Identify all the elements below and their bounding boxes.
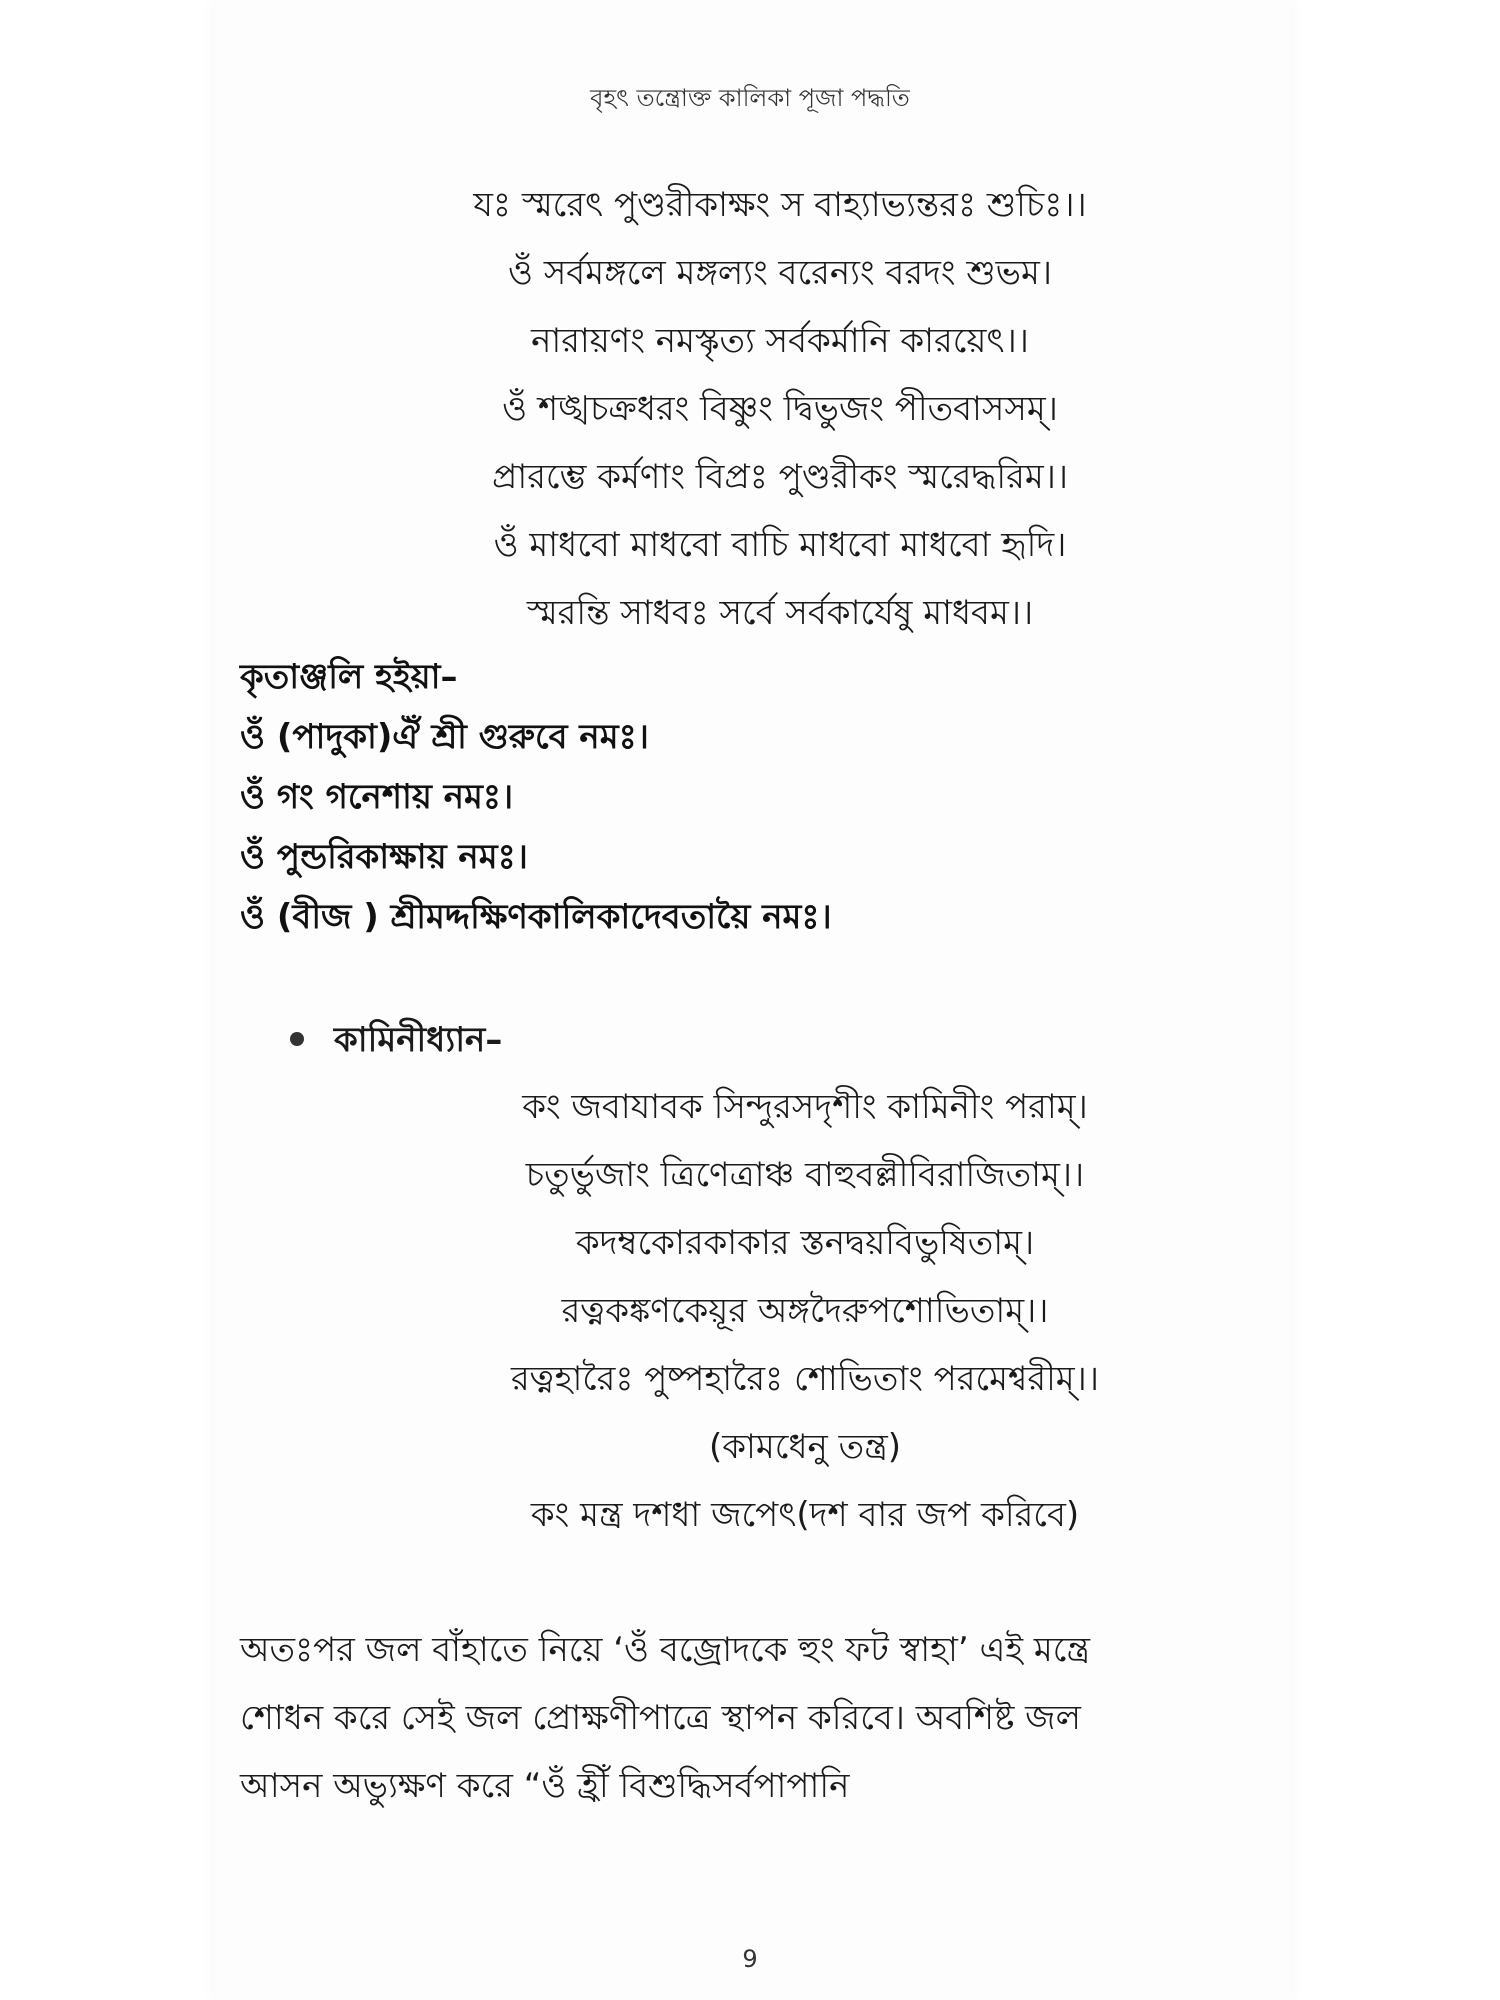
invocation-line: ওঁ গং গনেশায় নমঃ। [240,777,514,817]
verse-source: (কামধেনু তন্ত্র) [709,1427,901,1467]
verse-line: রত্নহারৈঃ পুষ্পহারৈঃ শোভিতাং পরমেশ্বরীম্।। [510,1359,1099,1399]
bullet-label: কামিনীধ্যান– [334,1020,503,1060]
verse-line: রত্নকঙ্কণকেয়ূর অঙ্গদৈরুপশোভিতাম্।। [561,1291,1049,1331]
verse-line: যঃ স্মরেৎ পুণ্ডরীকাক্ষং স বাহ্যাভ্যন্তরঃ শুচিঃ।। [473,185,1087,225]
verse-line: ওঁ সর্বমঙ্গলে মঙ্গল্যং বরেন্যং বরদং শুভম। [508,253,1052,293]
page-number: 9 [742,1945,758,1973]
verse-line: কং জবাযাবক সিন্দুরসদৃশীং কামিনীং পরাম্। [522,1087,1088,1127]
verse-line: চতুর্ভুজাং ত্রিণেত্রাঞ্চ বাহুবল্লীবিরাজিতাম্।। [525,1155,1085,1195]
verse-line: ওঁ মাধবো মাধবো বাচি মাধবো মাধবো হৃদি। [493,525,1067,565]
verse-line: স্মরন্তি সাধবঃ সর্বে সর্বকার্যেষু মাধবম।। [526,593,1034,633]
bullet-icon [290,1032,304,1046]
verse-line: কদম্বকোরকাকার স্তনদ্বয়বিভুষিতাম্। [575,1223,1035,1263]
verse-instruction: কং মন্ত্র দশধা জপেৎ(দশ বার জপ করিবে) [530,1495,1080,1535]
verse-line: নারায়ণং নমস্কৃত্য সর্বকর্মানি কারয়েৎ।। [531,321,1029,361]
invocation-line: ওঁ (পাদুকা)ঐঁ শ্রী গুরুবে নমঃ। [240,717,649,757]
verse-line: প্রারম্ভে কর্মণাং বিপ্রঃ পুণ্ডরীকং স্মরেদ্ধরিম।। [491,457,1069,497]
section-bullet [290,1015,502,1065]
prose-line: আসন অভ্যুক্ষণ করে “ওঁ হ্রীঁ বিশুদ্ধিসর্বপাপানি [240,1766,850,1806]
prose-line: অতঃপর জল বাঁহাতে নিয়ে ‘ওঁ বজ্রোদকে হুং ফট স্বাহা’ এই মন্ত্রে [240,1630,1091,1670]
invocation-line: ওঁ পুন্ডরিকাক্ষায় নমঃ। [240,837,528,877]
verse-line: ওঁ শঙ্খচক্রধরং বিষ্ণুং দ্বিভুজং পীতবাসসম্। [502,389,1058,429]
invocation-heading: কৃতাঞ্জলি হইয়া– [240,657,458,697]
running-header: বৃহৎ তন্ত্রোক্ত কালিকা পূজা পদ্ধতি [590,84,910,112]
invocation-line: ওঁ (বীজ ) শ্রীমদ্দক্ষিণকালিকাদেবতায়ৈ নমঃ। [240,897,832,937]
prose-line: শোধন করে সেই জল প্রোক্ষণীপাত্রে স্থাপন করিবে। অবশিষ্ট জল [240,1698,1081,1738]
